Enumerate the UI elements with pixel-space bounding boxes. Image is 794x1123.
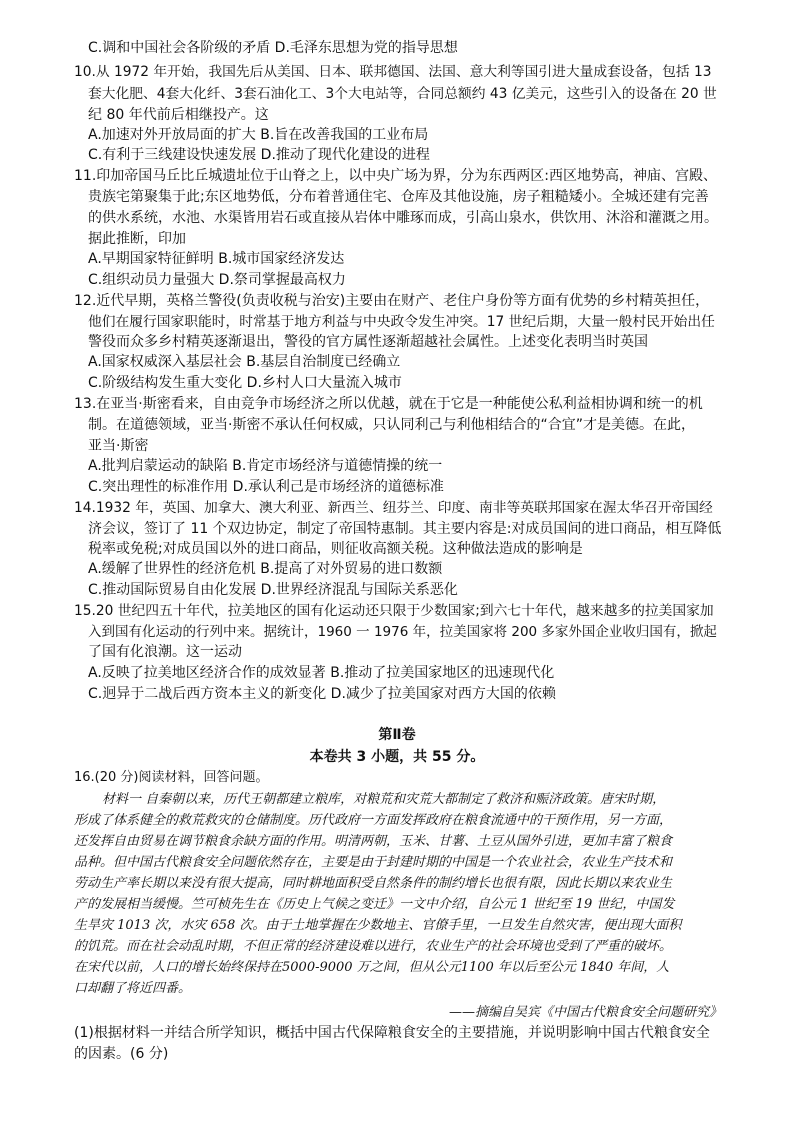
q16-heading: 16.(20 分)阅读材料，回答问题。 (74, 770, 269, 785)
q12-stem-1: 12.近代早期，英格兰警役(负责收税与治安)主要由在财产、老住户身份等方面有优势的乡村精英担任， (74, 293, 710, 309)
q14-stem-2: 济会议，签订了 11 个双边协定，制定了帝国特惠制。其主要内容是:对成员国间的进口商品，相互降低 (88, 521, 722, 537)
q13-stem-3: 亚当·斯密 (88, 438, 149, 454)
q15-stem-2: 入到国有化运动的行列中来。据统计，1960 一 1976 年，拉美国家将 200 多家外国企业收归国有，掀起 (88, 624, 717, 640)
q16-question-2: 的因素。(6 分) (74, 1046, 169, 1062)
material-line-1: 材料一 自秦朝以来，历代王朝都建立粮库，对粮荒和灾荒大都制定了救济和赈济政策。唐宋时期， (102, 792, 666, 807)
material-line-10: 口却翻了将近四番。 (74, 981, 192, 996)
q13-stem-1: 13.在亚当·斯密看来，自由竞争市场经济之所以优越，就在于它是一种能使公私利益相协调和统一的机 (74, 396, 703, 412)
q10-stem-3: 纪 80 年代前后相继投产。这 (88, 107, 269, 123)
q10-stem-1: 10.从 1972 年开始，我国先后从美国、日本、联邦德国、法国、意大利等国引进大量成套设备，包括 13 (74, 64, 712, 80)
q10-stem-2: 套大化肥、4套大化纤、3套石油化工、3个大电站等，合同总额约 43 亿美元，这些引入的设备在 20 世 (88, 86, 717, 102)
q15-options-cd: C.迥异于二战后西方资本主义的新变化 D.减少了拉美国家对西方大国的依赖 (88, 686, 556, 702)
q14-stem-3: 税率或免税;对成员国以外的进口商品，则征收高额关税。这种做法造成的影响是 (88, 541, 583, 557)
material-line-5: 劳动生产率长期以来没有很大提高，同时耕地面积受自然条件的制约增长也很有限，因此长期以来农业生 (74, 876, 673, 891)
section-title: 第Ⅱ卷 (378, 727, 416, 743)
q11-stem-1: 11.印加帝国马丘比丘城遗址位于山脊之上，以中央广场为界，分为东西两区:西区地势高，神庙、宫殿、 (74, 168, 717, 184)
material-line-9: 在宋代以前，人口的增长始终保持在5000-9000 万之间，但从公元1100 年以后至公元 1840 年间，人 (74, 960, 670, 975)
section-subtitle: 本卷共 3 小题，共 55 分。 (309, 749, 485, 765)
material-line-7: 生旱灾 1013 次，水灾 658 次。由于土地掌握在少数地主、官僚手里，一旦发生自然灾害，便出现大面积 (74, 918, 682, 933)
q15-options-ab: A.反映了拉美地区经济合作的成效显著 B.推动了拉美国家地区的迅速现代化 (88, 665, 555, 681)
q14-stem-1: 14.1932 年，英国、加拿大、澳大利亚、新西兰、纽芬兰、印度、南非等英联邦国家在渥太华召开帝国经 (74, 500, 713, 516)
q16-question-1: (1)根据材料一并结合所学知识，概括中国古代保障粮食安全的主要措施，并说明影响中国古代粮食安全 (74, 1025, 710, 1041)
q15-stem-3: 了国有化浪潮。这一运动 (88, 644, 242, 660)
q9-options-cd: C.调和中国社会各阶级的矛盾 D.毛泽东思想为党的指导思想 (88, 40, 458, 56)
q11-options-cd: C.组织动员力量强大 D.祭司掌握最高权力 (88, 272, 346, 288)
q11-stem-3: 的供水系统，水池、水渠皆用岩石或直接从岩体中雕琢而成，引高山泉水，供饮用、沐浴和灌溉之用。 (88, 210, 718, 226)
q12-options-cd: C.阶级结构发生重大变化 D.乡村人口大量流入城市 (88, 375, 402, 391)
q13-options-ab: A.批判启蒙运动的缺陷 B.肯定市场经济与道德情操的统一 (88, 458, 443, 474)
material-source: ——摘编自吴宾《中国古代粮食安全问题研究》 (448, 1005, 722, 1020)
q12-stem-3: 警役而众多乡村精英逐渐退出，警役的官方属性逐渐超越社会属性。上述变化表明当时英国 (88, 334, 648, 350)
q12-stem-2: 他们在履行国家职能时，时常基于地方利益与中央政令发生冲突。17 世纪后期，大量一般村民开始出任 (88, 314, 715, 330)
q10-options-cd: C.有利于三线建设快速发展 D.推动了现代化建设的进程 (88, 147, 430, 163)
material-line-8: 的饥荒。而在社会动乱时期，不但正常的经济建设难以进行，农业生产的社会环境也受到了严重的破坏。 (74, 939, 673, 954)
q11-stem-2: 贵族宅第聚集于此;东区地势低，分布着普通住宅、仓库及其他设施，房子粗糙矮小。全城还建有完善 (88, 189, 709, 205)
material-line-2: 形成了体系健全的救荒救灾的仓储制度。历代政府一方面发挥政府在粮食流通中的干预作用，另一方面， (74, 813, 673, 828)
q14-options-cd: C.推动国际贸易自由化发展 D.世界经济混乱与国际关系恶化 (88, 582, 458, 598)
q15-stem-1: 15.20 世纪四五十年代，拉美地区的国有化运动还只限于少数国家;到六七十年代，越来越多的拉美国家加 (74, 603, 714, 619)
q13-options-cd: C.突出理性的标准作用 D.承认利己是市场经济的道德标准 (88, 479, 444, 495)
material-line-4: 品种。但中国古代粮食安全问题依然存在，主要是由于封建时期的中国是一个农业社会，农业生产技术和 (74, 855, 673, 870)
q12-options-ab: A.国家权威深入基层社会 B.基层自治制度已经确立 (88, 354, 401, 370)
q11-options-ab: A.早期国家特征鲜明 B.城市国家经济发达 (88, 251, 345, 267)
q13-stem-2: 制。在道德领域，亚当·斯密不承认任何权威，只认同利己与利他相结合的“合宜”才是美德。在此， (88, 417, 695, 433)
material-line-6: 产的发展相当缓慢。竺可桢先生在《历史上气候之变迁》一文中介绍，自公元 1 世纪至 19 世纪，中国发 (74, 897, 675, 912)
q11-stem-4: 据此推断，印加 (88, 231, 186, 247)
q14-options-ab: A.缓解了世界性的经济危机 B.提高了对外贸易的进口数额 (88, 561, 443, 577)
q10-options-ab: A.加速对外开放局面的扩大 B.旨在改善我国的工业布局 (88, 127, 429, 143)
material-line-3: 还发挥自由贸易在调节粮食余缺方面的作用。明清两朝，玉米、甘薯、土豆从国外引进，更加丰富了粮食 (74, 834, 673, 849)
